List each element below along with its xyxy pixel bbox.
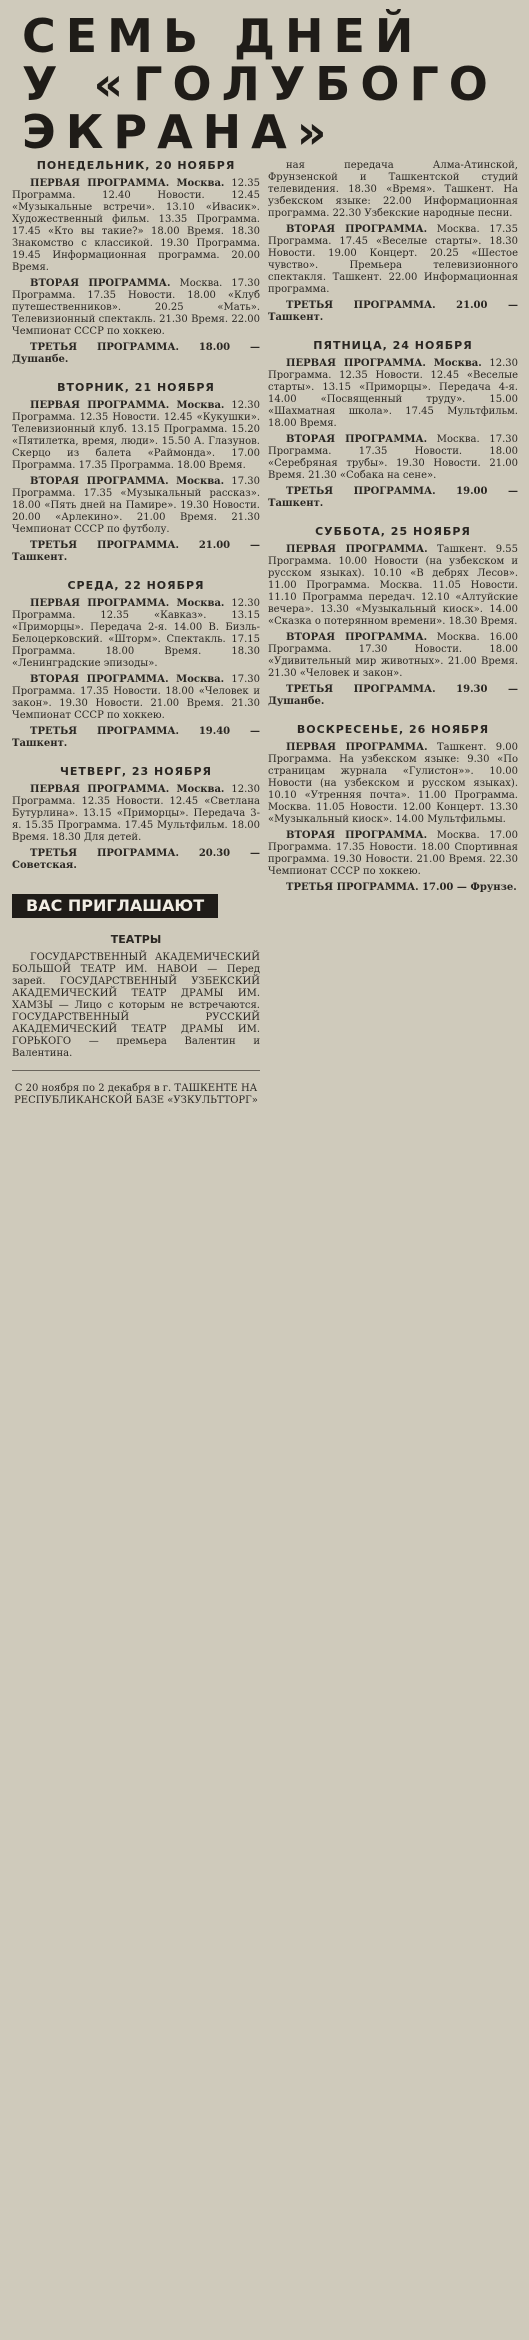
program-third: ТРЕТЬЯ ПРОГРАММА. 20.30 — Советская. [12, 848, 260, 871]
program-first: ПЕРВАЯ ПРОГРАММА. Москва. [30, 784, 225, 795]
day-title-thursday: ЧЕТВЕРГ, 23 НОЯБРЯ [60, 765, 212, 778]
program-text: Москва. 17.30 Программа. 17.35 Новости. 18.00 «Клуб путешественников». 20.25 «Мать». Телевизионный спектакль. 21.30 Время. 22.00 Чемпионат СССР по хоккею. [12, 278, 261, 337]
day-title-sunday: ВОСКРЕСЕНЬЕ, 26 НОЯБРЯ [296, 723, 490, 736]
day-title-tuesday: ВТОРНИК, 21 НОЯБРЯ [57, 381, 215, 394]
left-column [12, 160, 260, 1107]
headline-line-3: ЭКРАНА» [22, 105, 337, 159]
tuesday-program-block [12, 400, 260, 472]
wednesday-program-block [12, 598, 260, 670]
program-first: ПЕРВАЯ ПРОГРАММА. Москва. [30, 400, 225, 411]
program-second: ВТОРАЯ ПРОГРАММА. Москва. [30, 674, 225, 685]
wednesday-program-block-2 [12, 674, 260, 722]
headline-line-2: У «ГОЛУБОГО [22, 57, 498, 111]
program-text: Ташкент. 9.00 Программа. На узбекском языке: 9.30 «По страницам журнала «Гулистон»». 10.00 Новости (на узбекском и русском языках). 10.10 «Утренняя почта». 11.00 Программа. Москва. 11.05 Новости. 12.00 Концерт. 13.30 «Музыкальный киоск». 14.00 Мультфильмы. [268, 742, 518, 825]
program-first: ПЕРВАЯ ПРОГРАММА. Москва. [30, 178, 225, 189]
program-third: ТРЕТЬЯ ПРОГРАММА. 21.00 — Ташкент. [268, 300, 518, 323]
invite-badge: ВАС ПРИГЛАШАЮТ [12, 894, 218, 918]
program-text: Ташкент. 9.55 Программа. 10.00 Новости (на узбекском и русском языках). 10.10 «В дебрях Лесов». 11.00 Программа. Москва. 11.05 Новости. 11.10 Программа передач. 12.10 «Алтуйские вечера». 13.30 «Музыкальный киоск». 14.00 «Сказка о потерянном времени». 18.30 Время. [268, 544, 518, 627]
program-third: ТРЕТЬЯ ПРОГРАММА. 17.00 — Фрунзе. [286, 882, 517, 893]
saturday-program-block-2 [268, 632, 518, 680]
continued-text: ная передача Алма-Атинской, Фрунзенской и Ташкентской студий телевидения. 18.30 «Время». Ташкент. На узбекском языке: 22.00 Информационная программа. 22.30 Узбекские народные песни. [268, 160, 518, 219]
headline-line-1: СЕМЬ ДНЕЙ [22, 9, 424, 63]
program-second: ВТОРАЯ ПРОГРАММА. [286, 830, 428, 841]
program-text: Москва. 16.00 Программа. 17.30 Новости. 18.00 «Удивительный мир животных». 21.00 Время. 21.30 «Человек и закон». [268, 632, 518, 679]
day-title-monday: ПОНЕДЕЛЬНИК, 20 НОЯБРЯ [36, 159, 236, 172]
tuesday-program-block-2 [12, 476, 260, 536]
program-text: 12.35 Программа. 12.40 Новости. 12.45 «Музыкальные встречи». 13.10 «Ивасик». Художественный фильм. 13.35 Программа. 17.45 «Кто вы такие?» 18.00 Время. 18.30 Знакомство с классикой. 19.30 Программа. 19.45 Информационная программа. 20.00 Время. [12, 178, 260, 273]
program-text: 12.30 Программа. 12.35 «Кавказ». 13.15 «Приморцы». Передача 2-я. 14.00 В. Бизль-Белоцерковский. «Шторм». Спектакль. 17.15 Программа. 18.00 Время. 18.30 «Ленинградские эпизоды». [12, 598, 260, 669]
day-title-wednesday: СРЕДА, 22 НОЯБРЯ [67, 579, 205, 592]
program-text: Москва. 17.00 Программа. 17.35 Новости. 18.00 Спортивная программа. 19.30 Новости. 21.00 Время. 22.30 Чемпионат СССР по хоккею. [268, 830, 518, 877]
program-text: 17.30 Программа. 17.35 Новости. 18.00 «Человек и закон». 19.30 Новости. 21.00 Время. 21.30 Чемпионат СССР по хоккею. [12, 674, 260, 721]
divider [12, 1070, 260, 1071]
program-text: Москва. 17.35 Программа. 17.45 «Веселые старты». 18.30 Новости. 19.00 Концерт. 20.25 «Шестое чувство». Премьера телевизионного спектакля. Ташкент. 22.00 Информационная программа. [268, 224, 518, 295]
day-title-saturday: СУББОТА, 25 НОЯБРЯ [315, 525, 471, 538]
program-third: ТРЕТЬЯ ПРОГРАММА. 19.40 — Ташкент. [12, 726, 260, 749]
theatres-text: ГОСУДАРСТВЕННЫЙ АКАДЕМИЧЕСКИЙ БОЛЬШОЙ ТЕАТР ИМ. НАВОИ — Перед зарей. ГОСУДАРСТВЕННЫЙ УЗБЕКСКИЙ АКАДЕМИЧЕСКИЙ ТЕАТР ДРАМЫ ИМ. ХАМЗЫ — Лицо с которым не встречаются. ГОСУДАРСТВЕННЫЙ РУССКИЙ АКАДЕМИЧЕСКИЙ ТЕАТР ДРАМЫ ИМ. ГОРЬКОГО — премьера Валентин и Валентина. [12, 952, 260, 1059]
program-first: ПЕРВАЯ ПРОГРАММА. [286, 742, 428, 753]
program-second: ВТОРАЯ ПРОГРАММА. Москва. [30, 476, 225, 487]
saturday-program-block [268, 544, 518, 628]
friday-program-block [268, 358, 518, 430]
program-third: ТРЕТЬЯ ПРОГРАММА. 19.00 — Ташкент. [268, 486, 518, 509]
program-text: 12.30 Программа. 12.35 Новости. 12.45 «Светлана Бутурлина». 13.15 «Приморцы». Передача 3-я. 15.35 Программа. 17.45 Мультфильм. 18.00 Время. 18.30 Для детей. [12, 784, 260, 843]
program-text: 12.30 Программа. 12.35 Новости. 12.45 «Кукушки». Телевизионный клуб. 13.15 Программа. 15.20 «Пятилетка, время, люди». 15.50 А. Глазунов. Скерцо из балета «Раймонда». 17.00 Программа. 17.35 Программа. 18.00 Время. [12, 400, 260, 471]
program-text: 12.30 Программа. 12.35 Новости. 12.45 «Веселые старты». 13.15 «Приморцы». Передача 4-я. 14.00 «Посвященный труду». 15.00 «Шахматная школа». 17.45 Мультфильм. 18.00 Время. [268, 358, 518, 429]
continued-program [268, 224, 518, 296]
program-text: 17.30 Программа. 17.35 «Музыкальный рассказ». 18.00 «Пять дней на Памире». 19.30 Новости. 20.00 «Арлекино». 21.00 Время. 21.30 Чемпионат СССР по футболу. [12, 476, 260, 535]
program-first: ПЕРВАЯ ПРОГРАММА. Москва. [30, 598, 225, 609]
friday-program-block-2 [268, 434, 518, 482]
sunday-program-block-2 [268, 830, 518, 878]
day-title-friday: ПЯТНИЦА, 24 НОЯБРЯ [313, 339, 473, 352]
page-headline [22, 9, 512, 159]
program-third: ТРЕТЬЯ ПРОГРАММА. 18.00 — Душанбе. [12, 342, 260, 365]
monday-program-block-2 [12, 278, 260, 338]
program-second: ВТОРАЯ ПРОГРАММА. [286, 632, 428, 643]
monday-program-block [12, 178, 260, 274]
program-first: ПЕРВАЯ ПРОГРАММА. Москва. [286, 358, 482, 369]
thursday-program-block [12, 784, 260, 844]
program-third: ТРЕТЬЯ ПРОГРАММА. 21.00 — Ташкент. [12, 540, 260, 563]
program-second: ВТОРАЯ ПРОГРАММА. [286, 224, 428, 235]
program-second: ВТОРАЯ ПРОГРАММА. [30, 278, 171, 289]
invite-footnote: С 20 ноября по 2 декабря в г. ТАШКЕНТЕ НА РЕСПУБЛИКАНСКОЙ БАЗЕ «УЗКУЛЬТТОРГ» [14, 1083, 258, 1106]
program-text: Москва. 17.30 Программа. 17.35 Новости. 18.00 «Серебряная трубы». 19.30 Новости. 21.00 Время. 21.30 «Собака на сене». [268, 434, 518, 481]
program-second: ВТОРАЯ ПРОГРАММА. [286, 434, 428, 445]
program-first: ПЕРВАЯ ПРОГРАММА. [286, 544, 428, 555]
theatres-title: ТЕАТРЫ [110, 933, 162, 946]
right-column [268, 160, 518, 898]
sunday-program-block [268, 742, 518, 826]
program-third: ТРЕТЬЯ ПРОГРАММА. 19.30 — Душанбе. [268, 684, 518, 707]
